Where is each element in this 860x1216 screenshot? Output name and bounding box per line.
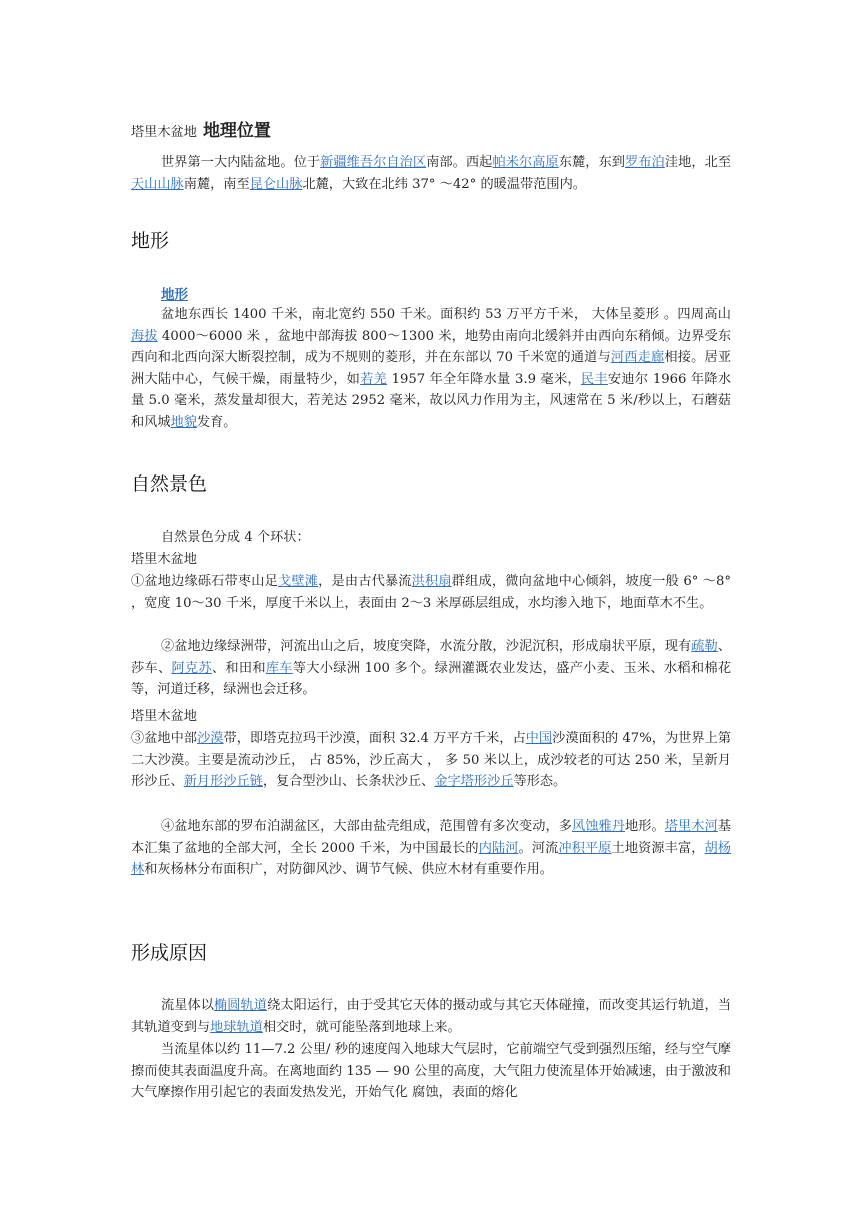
text-run: ②盆地边缘绿洲带，河流出山之后，坡度突降，水流分散，沙泥沉积，形成扇状平原，现有	[161, 639, 692, 654]
ring-2-paragraph	[131, 636, 731, 701]
header-prefix: 塔里木盆地	[131, 125, 197, 140]
text-run: 群组成，微向盆地中心倾斜，坡度一般 6° ～8° ，宽度 10～30 千米，厚度千米以上，表面由 2～3 米厚砾层组成，水均渗入地下，地面草木不生。	[131, 574, 732, 611]
text-run: 世界第一大内陆盆地。位于	[161, 155, 321, 170]
text-run: 基本汇集了盆地的全部大河，全长 2000 千米，为中国最长的	[131, 819, 732, 856]
text-run: 。河流	[518, 840, 559, 856]
text-run: 4000～6000 米 ，盆地中部海拔 800～1300 米，地势由南向北缓斜并由西向东稍倾。边界受东西向和北西向深大断裂控制，成为不规则的菱形，并在东部以 70 千米宽的通道与	[131, 328, 732, 366]
text-run: 地形。	[625, 819, 665, 834]
scenery-intro: 自然景色分成 4 个环状：	[161, 530, 310, 545]
inline-link[interactable]: 中国	[525, 731, 553, 746]
text-run: 、和田和	[211, 660, 266, 676]
text-run: 洼地，北至	[664, 155, 732, 170]
inline-link[interactable]: 新月形沙丘链	[183, 774, 263, 790]
inline-link[interactable]: 民丰	[580, 371, 608, 387]
text-run: ，是由古代暴流	[318, 574, 412, 589]
text-run: 带，即塔克拉玛干沙漠，面积 32.4 万平方千米，占	[223, 731, 526, 746]
text-run: 沙漠面积的 47%，为世界上第二大沙漠。主要是流动沙丘， 占 85%，沙丘高大 ， 多 50 米以上，成沙较老的可达 250 米，呈新月形沙丘、	[131, 731, 732, 790]
ring-3-paragraph	[131, 728, 731, 793]
scenery-label-2: 塔里木盆地	[131, 709, 197, 724]
inline-link[interactable]: 塔里木河	[664, 819, 718, 834]
inline-link[interactable]: 戈壁滩	[278, 574, 319, 589]
inline-link[interactable]: 新疆维吾尔自治区	[320, 155, 427, 170]
inline-link[interactable]: 内陆河	[478, 840, 519, 856]
terrain-link-line	[161, 283, 761, 303]
cause-paragraph-1	[131, 995, 731, 1038]
text-run: 等大小绿洲 100 多个。绿洲灌溉农业发达，盛产小麦、玉米、水稻和棉花等，河道迁移，绿洲也会迁移。	[131, 660, 732, 698]
text-run: 北麓，大致在北纬 37° ～42° 的暖温带范围内。	[302, 176, 586, 192]
text-run: 安迪尔 1966 年降水量 5.0 毫米，蒸发量却很大，若羌达 2952 毫米，故以风力作用为主，风速常在 5 米/秒以上，石蘑菇和风城	[131, 371, 732, 430]
inline-link[interactable]: 帕米尔高原	[492, 155, 559, 170]
inline-link[interactable]: 椭圆轨道	[214, 998, 268, 1013]
inline-link[interactable]: 金字塔形沙丘	[434, 774, 514, 790]
inline-link[interactable]: 地貌	[170, 414, 197, 430]
section-title-location: 地理位置	[202, 121, 271, 141]
text-run: ①盆地边缘砾石带枣山足	[131, 574, 279, 589]
text-run: ③盆地中部	[131, 731, 198, 746]
cause-paragraph-2	[131, 1039, 731, 1104]
inline-link[interactable]: 沙漠	[197, 731, 224, 746]
text-run: 、莎车、	[131, 639, 731, 676]
inline-link[interactable]: 洪积扇	[411, 574, 452, 589]
inline-link[interactable]: 胡杨林	[131, 840, 732, 878]
text-run: 南部。西起	[426, 155, 493, 170]
inline-link[interactable]: 天山山脉	[131, 176, 184, 192]
text-run: 发育。	[196, 414, 237, 430]
inline-link[interactable]: 若羌	[360, 371, 388, 387]
text-run: 和灰杨林分布面积广，对防御风沙、调节气候、供应木材有重要作用。	[144, 862, 553, 878]
terrain-link[interactable]: 地形	[161, 287, 188, 303]
inline-link[interactable]: 冲积平原	[558, 840, 612, 856]
text-run: 南麓，南至	[183, 176, 250, 192]
text-run: ④盆地东部的罗布泊湖盆区，大部由盐壳组成，范围曾有多次变动，多	[161, 819, 572, 834]
text-run: 1957 年全年降水量 3.9 毫米，	[387, 371, 581, 387]
text-run: 土地资源丰富，	[611, 840, 705, 856]
inline-link[interactable]: 库车	[265, 660, 293, 676]
text-run: ，复合型沙山、长条状沙丘、	[262, 774, 435, 790]
text-run: 盆地东西长 1400 千米，南北宽约 550 千米。面积约 53 万平方千米， 大体呈菱形 。四周高山	[161, 307, 731, 322]
inline-link[interactable]: 地球轨道	[210, 1019, 263, 1035]
ring-1-paragraph	[131, 571, 731, 614]
text-run: 相交时，就可能坠落到地球上来。	[262, 1019, 461, 1035]
text-run: 流星体以	[161, 998, 215, 1013]
inline-link[interactable]: 河西走廊	[610, 350, 665, 366]
text-run: 当流星体以约 11—7.2 公里/ 秒的速度闯入地球大气层时，它前端空气受到强烈压缩，经与空气摩擦而使其表面温度升高。在离地面约 135 — 90 公里的高度，大气阻力使流星体开始减速，由于激波和大气摩擦作用引起它的表面发热发光，开始气化 腐蚀，表面的熔化	[131, 1042, 731, 1101]
inline-link[interactable]: 阿克苏	[171, 660, 212, 676]
inline-link[interactable]: 风蚀雅丹	[571, 819, 626, 834]
inline-link[interactable]: 罗布泊	[625, 155, 665, 170]
inline-link[interactable]: 疏勒	[691, 639, 718, 654]
heading-terrain: 地形	[131, 230, 170, 252]
text-run: 相接。居亚洲大陆中心，气候干燥，雨量特少，如	[131, 350, 732, 387]
text-run: 绕太阳运行，由于受其它天体的摄动或与其它天体碰撞，而改变其运行轨道，当其轨道变到与	[131, 998, 731, 1035]
geo-paragraph	[131, 152, 731, 195]
heading-scenery: 自然景色	[131, 473, 208, 495]
text-run: 等形态。	[513, 774, 567, 790]
inline-link[interactable]: 昆仑山脉	[249, 176, 303, 192]
inline-link[interactable]: 海拔	[131, 328, 158, 344]
heading-cause: 形成原因	[131, 942, 208, 964]
section-header	[131, 116, 271, 141]
scenery-label-1: 塔里木盆地	[131, 552, 197, 567]
ring-4-paragraph	[131, 816, 731, 881]
text-run: 东麓，东到	[558, 155, 626, 170]
terrain-paragraph	[131, 304, 731, 434]
